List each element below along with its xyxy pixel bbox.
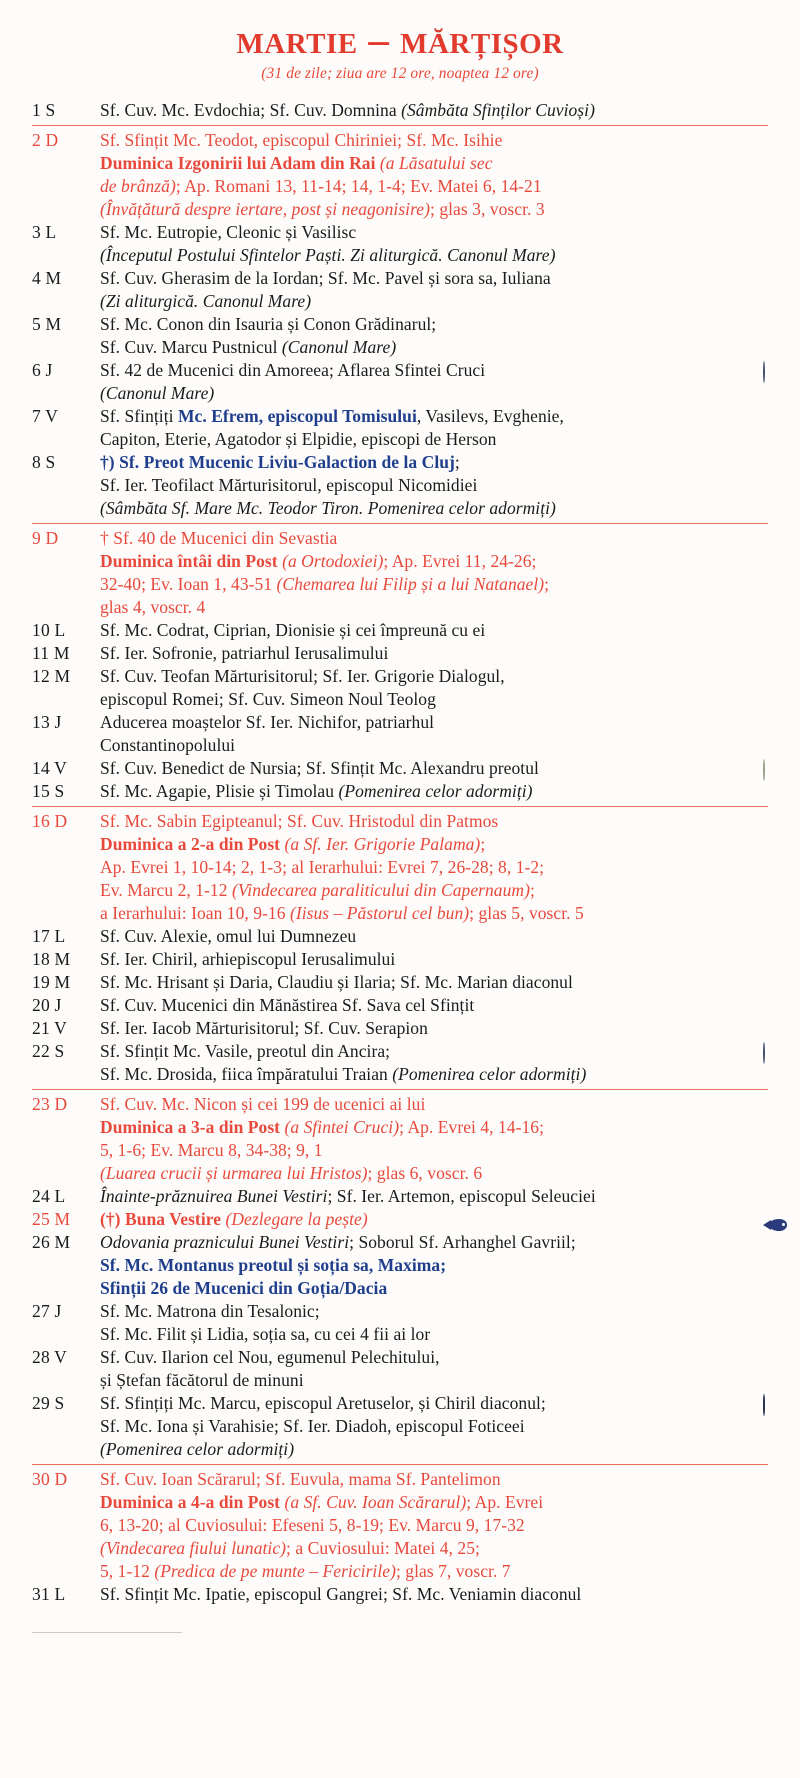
entry-text-run: ; Ap. Romani 13, 11-14; 14, 1-4; Ev. Matei 6, 14-21 (175, 176, 542, 197)
day-number: 17 L (32, 926, 66, 947)
entry-text-run: Sf. Mc. Matrona din Tesalonic; (100, 1301, 320, 1322)
entry-text-run: Duminica Izgonirii lui Adam din Rai (100, 153, 380, 174)
moon-first-quarter-icon (763, 1042, 782, 1061)
entry-line (100, 1208, 748, 1231)
entry-text (100, 780, 782, 803)
calendar-entry (18, 1231, 782, 1300)
entry-text-run: (Învățătură despre iertare, post și neagonisire) (100, 199, 430, 220)
entry-text-run: (Luarea crucii și urmarea lui Hristos) (100, 1163, 368, 1184)
entry-separator (32, 806, 768, 807)
entry-separator (32, 1464, 768, 1465)
entry-text (100, 1346, 782, 1392)
entry-text (100, 359, 782, 405)
calendar-entry (18, 1208, 782, 1231)
entry-text-run: Odovania praznicului Bunei Vestiri (100, 1232, 350, 1253)
calendar-entry (18, 1392, 782, 1461)
entry-line (100, 1116, 748, 1139)
day-number: 18 M (32, 949, 71, 970)
day-number: 23 D (32, 1094, 68, 1115)
entry-line (100, 1537, 748, 1560)
entry-text-run: 6, 13-20; al Cuviosului: Efeseni 5, 8-19; Ev. Marcu 9, 17-32 (100, 1515, 525, 1536)
entry-text-run: (Pomenirea celor adormiți) (392, 1064, 587, 1085)
entry-text-run: ; glas 5, voscr. 5 (469, 903, 584, 924)
day-number: 16 D (32, 811, 68, 832)
entry-text-run: ; glas 7, voscr. 7 (395, 1561, 511, 1582)
entry-text-run: Sf. Mc. Montanus preotul și soția sa, Maxima; (100, 1255, 447, 1276)
entry-text-run: glas 4, voscr. 4 (100, 597, 206, 618)
entry-text-run: Sf. Cuv. Mc. Nicon și cei 199 de ucenici ai lui (100, 1094, 426, 1115)
entry-text-run: (a Sf. Ier. Grigorie Palama) (284, 834, 481, 855)
entry-line (100, 290, 748, 313)
calendar-entry (18, 527, 782, 619)
entry-text-run: Sf. Cuv. Benedict de Nursia; Sf. Sfințit Mc. Alexandru preotul (100, 758, 539, 779)
entry-text-run: (a Lăsatului sec (379, 153, 493, 174)
entry-text-run: ; (529, 880, 535, 901)
entry-text (100, 757, 782, 780)
entry-text-run: † Sf. 40 de Mucenici din Sevastia (100, 528, 338, 549)
entry-text-run: (Pomenirea celor adormiți) (100, 1439, 295, 1460)
entry-line (100, 198, 748, 221)
day-number: 26 M (32, 1232, 71, 1253)
entry-text-run: ; Ap. Evrei 4, 14-16; (399, 1117, 544, 1138)
entry-text-run: (Predica de pe munte – Fericirile) (154, 1561, 396, 1582)
calendar-entry (18, 1300, 782, 1346)
entry-line (100, 359, 748, 382)
bottom-rule (32, 1632, 182, 1633)
calendar-entry (18, 925, 782, 948)
entry-line (100, 1139, 748, 1162)
moon-new-icon (763, 759, 782, 778)
day-number: 29 S (32, 1393, 65, 1414)
calendar-entry (18, 267, 782, 313)
entry-text-run: Ev. Marcu 2, 1-12 (100, 880, 232, 901)
moon-full-icon (763, 1394, 782, 1413)
entry-line (100, 1369, 748, 1392)
entry-text-run: 32-40; Ev. Ioan 1, 43-51 (100, 574, 277, 595)
entry-text-run: Sf. Mc. Agapie, Plisie și Timolau (100, 781, 339, 802)
entry-text-run: (Canonul Mare) (281, 337, 397, 358)
entry-text-run: (Sâmbăta Sfinților Cuvioși) (401, 100, 595, 121)
entry-text-run: (Vindecarea fiului lunatic) (100, 1538, 287, 1559)
entry-text (100, 221, 782, 267)
entry-line (100, 573, 748, 596)
entry-text-run: (Iisus – Păstorul cel bun) (289, 903, 470, 924)
entry-text-run: (Sâmbăta Sf. Mare Mc. Teodor Tiron. Pomenirea celor adormiți) (100, 498, 556, 519)
entry-text-run: Sf. Mc. Iona și Varahisie; Sf. Ier. Diadoh, episcopul Foticeei (100, 1416, 525, 1437)
day-number: 8 S (32, 452, 56, 473)
calendar-entry (18, 1583, 782, 1606)
entry-line (100, 971, 748, 994)
entry-text-run: Duminica întâi din Post (100, 551, 283, 572)
calendar-entry (18, 1346, 782, 1392)
entry-text (100, 619, 782, 642)
entry-text-run: Sf. Sfințit Mc. Vasile, preotul din Ancira; (100, 1041, 391, 1062)
month-subtitle: (31 de zile; ziua are 12 ore, noaptea 12 ore) (261, 65, 539, 83)
entry-text-run: Sf. Mc. Conon din Isauria și Conon Grădinarul; (100, 314, 437, 335)
entry-text-run: Duminica a 4-a din Post (100, 1492, 285, 1513)
entry-text-run: Sf. Mc. Filit și Lidia, soția sa, cu cei 4 fii ai lor (100, 1324, 431, 1345)
entry-text-run: ; a Cuviosului: Matei 4, 25; (286, 1538, 480, 1559)
entry-text (100, 1231, 782, 1300)
entry-line (100, 1491, 748, 1514)
entry-line (100, 267, 748, 290)
calendar-entry (18, 451, 782, 520)
entry-line (100, 1017, 748, 1040)
entry-line (100, 757, 748, 780)
day-number: 5 M (32, 314, 62, 335)
day-number: 22 S (32, 1041, 65, 1062)
entry-line (100, 527, 748, 550)
entry-line (100, 833, 748, 856)
day-number: 20 J (32, 995, 62, 1016)
entry-line (100, 810, 748, 833)
entry-text-run: Sf. Sfințiți Mc. Marcu, episcopul Aretuselor, și Chiril diaconul; (100, 1393, 546, 1414)
entry-line (100, 1162, 748, 1185)
entry-line (100, 994, 748, 1017)
entry-text-run: Sf. 42 de Mucenici din Amoreea; Aflarea Sfintei Cruci (100, 360, 486, 381)
calendar-entry (18, 359, 782, 405)
entry-text-run: ; Soborul Sf. Arhanghel Gavriil; (349, 1232, 576, 1253)
entry-text-run: episcopul Romei; Sf. Cuv. Simeon Noul Teolog (100, 689, 436, 710)
entry-line (100, 152, 748, 175)
entry-line (100, 1093, 748, 1116)
day-number: 1 S (32, 100, 56, 121)
calendar-entry (18, 1040, 782, 1086)
entry-line (100, 1346, 748, 1369)
entry-text (100, 267, 782, 313)
calendar-entry (18, 619, 782, 642)
day-number: 14 V (32, 758, 67, 779)
entry-line (100, 902, 748, 925)
entry-line (100, 879, 748, 902)
entry-separator (32, 1089, 768, 1090)
calendar-entry (18, 810, 782, 925)
entry-text-run: 5, 1-6; Ev. Marcu 8, 34-38; 9, 1 (100, 1140, 323, 1161)
day-number: 6 J (32, 360, 53, 381)
day-number: 30 D (32, 1469, 68, 1490)
entry-line (100, 451, 748, 474)
entry-text-run: Sf. Mc. Hrisant și Daria, Claudiu și Ilaria; Sf. Mc. Marian diaconul (100, 972, 573, 993)
calendar-entry (18, 665, 782, 711)
entry-text (100, 527, 782, 619)
entry-text (100, 99, 782, 122)
entry-line (100, 336, 748, 359)
entry-line (100, 1514, 748, 1537)
entry-line (100, 1415, 748, 1438)
entry-text-run: (a Ortodoxiei) (282, 551, 384, 572)
entry-text-run: Sf. Cuv. Ilarion cel Nou, egumenul Pelechitului, (100, 1347, 440, 1368)
entry-text-run: (Canonul Mare) (100, 383, 215, 404)
entry-text (100, 1468, 782, 1583)
day-number: 9 D (32, 528, 59, 549)
entry-text-run: (Pomenirea celor adormiți) (338, 781, 533, 802)
calendar-entry (18, 948, 782, 971)
entry-text-run: Duminica a 3-a din Post (100, 1117, 285, 1138)
day-number: 27 J (32, 1301, 62, 1322)
entry-text (100, 810, 782, 925)
day-number: 4 M (32, 268, 62, 289)
entry-line (100, 1438, 748, 1461)
entry-text-run: Sf. Ier. Iacob Mărturisitorul; Sf. Cuv. Serapion (100, 1018, 428, 1039)
entry-text-run: ; (544, 574, 550, 595)
entry-text (100, 1208, 782, 1231)
entry-line (100, 1040, 748, 1063)
entry-text-run: Aducerea moaștelor Sf. Ier. Nichifor, patriarhul (100, 712, 435, 733)
entry-text-run: și Ștefan făcătorul de minuni (100, 1370, 304, 1391)
entry-line (100, 497, 748, 520)
entry-line (100, 1185, 748, 1208)
entry-text (100, 1040, 782, 1086)
entry-line (100, 382, 748, 405)
day-number: 11 M (32, 643, 70, 664)
entry-text-run: Sf. Sfințit Mc. Teodot, episcopul Chiriniei; Sf. Mc. Isihie (100, 130, 503, 151)
entry-line (100, 688, 748, 711)
entry-text (100, 925, 782, 948)
fish-icon (763, 1210, 782, 1229)
entry-line (100, 1231, 748, 1254)
entry-text-run: (a Sf. Cuv. Ioan Scărarul) (284, 1492, 467, 1513)
entry-line (100, 474, 748, 497)
masthead (0, 0, 800, 83)
day-number: 25 M (32, 1209, 71, 1230)
entry-text-run: (a Sfintei Cruci) (284, 1117, 400, 1138)
entry-text-run: Constantinopolului (100, 735, 236, 756)
day-number: 24 L (32, 1186, 66, 1207)
calendar-entry (18, 642, 782, 665)
entry-text-run: ; Ap. Evrei (466, 1492, 544, 1513)
calendar-entry (18, 221, 782, 267)
entry-text-run: (Chemarea lui Filip și a lui Natanael) (276, 574, 545, 595)
entry-line (100, 596, 748, 619)
entry-text-run: (Zi aliturgică. Canonul Mare) (100, 291, 312, 312)
entry-text-run: Sf. Cuv. Gherasim de la Iordan; Sf. Mc. Pavel și sora sa, Iuliana (100, 268, 551, 289)
entry-line (100, 642, 748, 665)
day-number: 13 J (32, 712, 62, 733)
day-number: 31 L (32, 1584, 66, 1605)
entry-text-run: ; (480, 834, 486, 855)
entry-text-run: Capiton, Eterie, Agatodor și Elpidie, episcopi de Herson (100, 429, 497, 450)
entry-line (100, 925, 748, 948)
entry-line (100, 856, 748, 879)
entry-text-run: Sf. Sfințit Mc. Ipatie, episcopul Gangrei; Sf. Mc. Veniamin diaconul (100, 1584, 582, 1605)
entry-text-run: Sf. Mc. Eutropie, Cleonic și Vasilisc (100, 222, 357, 243)
page-title: martie – mărțișor (236, 16, 564, 62)
entry-text-run: Sfinții 26 de Mucenici din Goția/Dacia (100, 1278, 388, 1299)
entry-line (100, 734, 748, 757)
entry-text-run: 5, 1-12 (100, 1561, 155, 1582)
calendar-entry (18, 1468, 782, 1583)
entry-text-run: Înainte-prăznuirea Bunei Vestiri (100, 1186, 328, 1207)
entry-text-run: Sf. Cuv. Ioan Scărarul; Sf. Euvula, mama Sf. Pantelimon (100, 1469, 501, 1490)
day-number: 15 S (32, 781, 65, 802)
entry-line (100, 428, 748, 451)
entry-line (100, 665, 748, 688)
calendar-entry (18, 1093, 782, 1185)
entry-text (100, 1185, 782, 1208)
entry-text-run: Sf. Cuv. Marcu Pustnicul (100, 337, 282, 358)
calendar-entry (18, 971, 782, 994)
entry-line (100, 1300, 748, 1323)
calendar-entry (18, 711, 782, 757)
entry-line (100, 1254, 748, 1277)
entry-text-run: Sf. Cuv. Mucenici din Mănăstirea Sf. Sava cel Sfințit (100, 995, 475, 1016)
moon-last-quarter-icon (763, 361, 782, 380)
entry-line (100, 1323, 748, 1346)
entry-text (100, 405, 782, 451)
entry-text-run: (†) Buna Vestire (100, 1209, 226, 1230)
entry-text (100, 711, 782, 757)
entry-line (100, 1277, 748, 1300)
day-number: 28 V (32, 1347, 67, 1368)
entry-separator (32, 523, 768, 524)
day-number: 2 D (32, 130, 59, 151)
calendar-entry (18, 313, 782, 359)
calendar-entry-list (18, 99, 782, 1606)
entry-line (100, 1468, 748, 1491)
entry-line (100, 244, 748, 267)
entry-text (100, 129, 782, 221)
entry-text-run: ; (454, 452, 460, 473)
calendar-entry (18, 1017, 782, 1040)
entry-text-run: (Vindecarea paraliticului din Capernaum) (231, 880, 530, 901)
entry-line (100, 313, 748, 336)
entry-text-run: Sf. Mc. Sabin Egipteanul; Sf. Cuv. Hristodul din Patmos (100, 811, 499, 832)
entry-text-run: a Ierarhului: Ioan 10, 9-16 (100, 903, 290, 924)
entry-line (100, 221, 748, 244)
entry-line (100, 175, 748, 198)
day-number: 3 L (32, 222, 57, 243)
day-number: 10 L (32, 620, 66, 641)
day-number: 7 V (32, 406, 59, 427)
entry-text-run: Sf. Mc. Codrat, Ciprian, Dionisie și cei împreună cu ei (100, 620, 486, 641)
entry-text-run: de brânză) (100, 176, 176, 197)
entry-text-run: ; Ap. Evrei 11, 24-26; (383, 551, 537, 572)
entry-text-run: Sf. Ier. Teofilact Mărturisitorul, episcopul Nicomidiei (100, 475, 478, 496)
calendar-entry (18, 405, 782, 451)
entry-text-run: ; glas 6, voscr. 6 (367, 1163, 483, 1184)
entry-text-run: ; Sf. Ier. Artemon, episcopul Seleuciei (327, 1186, 596, 1207)
entry-text-run: Sf. Sfințiți (100, 406, 178, 427)
entry-line (100, 1583, 748, 1606)
entry-text-run: , Vasilevs, Evghenie, (416, 406, 564, 427)
entry-line (100, 99, 748, 122)
entry-text-run: Ap. Evrei 1, 10-14; 2, 1-3; al Ierarhului: Evrei 7, 26-28; 8, 1-2; (100, 857, 545, 878)
entry-text (100, 948, 782, 971)
entry-text (100, 994, 782, 1017)
entry-line (100, 129, 748, 152)
entry-text (100, 1017, 782, 1040)
entry-text-run: (Dezlegare la pește) (225, 1209, 368, 1230)
entry-line (100, 1392, 748, 1415)
entry-text (100, 971, 782, 994)
entry-text (100, 1093, 782, 1185)
entry-line (100, 405, 748, 428)
entry-separator (32, 125, 768, 126)
day-number: 19 M (32, 972, 71, 993)
entry-line (100, 1560, 748, 1583)
entry-text-run: Duminica a 2-a din Post (100, 834, 285, 855)
entry-text (100, 665, 782, 711)
entry-line (100, 711, 748, 734)
entry-line (100, 1063, 748, 1086)
entry-text-run: Sf. Mc. Drosida, fiica împăratului Traian (100, 1064, 393, 1085)
entry-line (100, 550, 748, 573)
calendar-entry (18, 129, 782, 221)
calendar-entry (18, 757, 782, 780)
entry-line (100, 948, 748, 971)
entry-text (100, 642, 782, 665)
entry-text (100, 313, 782, 359)
calendar-entry (18, 780, 782, 803)
calendar-entry (18, 1185, 782, 1208)
calendar-entry (18, 994, 782, 1017)
entry-text-run: ; glas 3, voscr. 3 (430, 199, 545, 220)
day-number: 12 M (32, 666, 71, 687)
entry-text-run: Sf. Cuv. Alexie, omul lui Dumnezeu (100, 926, 357, 947)
entry-text (100, 451, 782, 520)
entry-line (100, 780, 748, 803)
entry-text-run: (Începutul Postului Sfintelor Paști. Zi aliturgică. Canonul Mare) (100, 245, 556, 266)
entry-text (100, 1392, 782, 1461)
entry-line (100, 619, 748, 642)
entry-text-run: Sf. Cuv. Teofan Mărturisitorul; Sf. Ier. Grigorie Dialogul, (100, 666, 505, 687)
entry-text-run: Mc. Efrem, episcopul Tomisului (177, 406, 417, 427)
day-number: 21 V (32, 1018, 67, 1039)
calendar-entry (18, 99, 782, 122)
entry-text (100, 1300, 782, 1346)
entry-text-run: Sf. Ier. Sofronie, patriarhul Ierusalimului (100, 643, 389, 664)
entry-text-run: †) Sf. Preot Mucenic Liviu-Galaction de la Cluj (100, 452, 455, 473)
entry-text-run: Sf. Ier. Chiril, arhiepiscopul Ierusalimului (100, 949, 396, 970)
entry-text (100, 1583, 782, 1606)
entry-text-run: Sf. Cuv. Mc. Evdochia; Sf. Cuv. Domnina (100, 100, 402, 121)
